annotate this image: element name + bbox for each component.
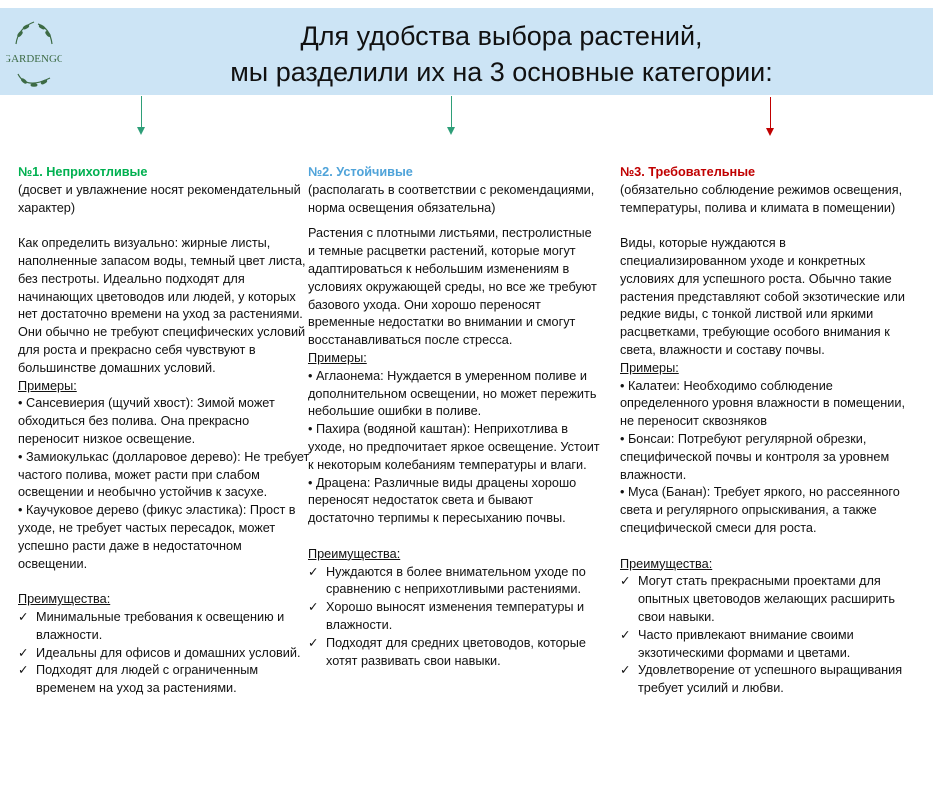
header-banner [0,8,933,95]
category-title: №3. Требовательные [620,165,756,179]
category-title: №2. Устойчивые [308,165,413,179]
arrow-down-icon [451,96,452,127]
category-subtitle: (досвет и увлажнение носят рекомендательный характер) [18,182,301,215]
advantage-item: ✓ Часто привлекают внимание своими экзотическими формами и цветами. [620,627,912,663]
category-title: №1. Неприхотливые [18,165,148,179]
category-subtitle: (обязательно соблюдение режимов освещения, температуры, полива и климата в помещении) [620,182,903,215]
advantage-item: ✓ Идеальны для офисов и домашних условий. [18,645,310,663]
advantage-item: ✓ Подходят для людей с ограниченным временем на уход за растениями. [18,662,310,698]
example-item: • Бонсаи: Потребуют регулярной обрезки, специфической почвы и контроля за уровнем влажности. [620,431,890,482]
logo-text: GARDENGO [6,53,62,65]
examples-label: Примеры: [620,360,679,375]
page-title [70,18,933,90]
advantage-item: ✓ Могут стать прекрасными проектами для опытных цветоводов желающих расширить свои навыки. [620,573,912,626]
advantage-item: ✓ Удовлетворение от успешного выращивания требует усилий и любви. [620,662,912,698]
category-description: Растения с плотными листьями, пестролистные и темные расцветки растений, которые могут адаптироваться к небольшим изменениям в условиях окружающей среды, но все же требуют базового ухода. Они хорошо переносят временные недостатки во внимании и смогут восстанавливаться после стресса. [308,226,597,348]
example-item: • Драцена: Различные виды драцены хорошо переносят недостаток света и бывают достаточно терпимы к пересыханию почвы. [308,475,577,526]
examples-label: Примеры: [18,378,77,393]
category-description: Виды, которые нуждаются в специализированном уходе и конкретных условиях для успешного роста. Обычно такие растения представляют собой экзотические или редкие виды, с тонкой листвой или яркими расцветками, требующие особого внимания к света, влажности и составу почвы. [620,236,905,357]
arrow-down-icon [141,96,142,127]
examples-label: Примеры: [308,350,367,365]
advantage-item: ✓ Хорошо выносят изменения температуры и влажности. [308,599,600,635]
category-column-1 [18,164,310,698]
example-item: • Замиокулькас (долларовое дерево): Не требует частого полива, может расти при слабом освещении и необычно устойчив к засухе. [18,449,310,500]
gardengo-logo [6,14,62,92]
advantage-item: ✓ Подходят для средних цветоводов, которые хотят развивать свои навыки. [308,635,600,671]
title-line-1: Для удобства выбора растений, [300,21,703,51]
advantage-item: ✓ Нуждаются в более внимательном уходе по сравнению с неприхотливыми растениями. [308,564,600,600]
arrow-down-icon [770,97,771,128]
category-subtitle: (располагать в соответствии с рекомендациями, норма освещения обязательна) [308,182,595,215]
example-item: • Каучуковое дерево (фикус эластика): Прост в уходе, не требует частых пересадок, может успешно расти даже в недостаточном освещении. [18,503,296,571]
example-item: • Муса (Банан): Требует яркого, но рассеянного света и регулярного опрыскивания, а также специфической смеси для роста. [620,485,900,535]
example-item: • Аглаонема: Нуждается в умеренном поливе и дополнительном освещении, но может пережить небольшие ошибки в поливе. [308,368,597,419]
example-item: • Калатеи: Необходимо соблюдение определенного уровня влажности в помещении, не переносит сквозняков [620,378,905,429]
title-line-2: мы разделили их на 3 основные категории: [230,57,773,87]
advantages-label: Преимущества: [18,592,111,607]
category-description: Как определить визуально: жирные листы, наполненные запасом воды, темный цвет листа, без пестроты. Идеально подходят для начинающих цветоводов или людей, у которых нет достаточно времени на уход за растениями. Они обычно не требуют специфических условий для роста и прекрасно себя чувствуют в большинстве домашних условий. [18,236,306,375]
category-column-3 [620,164,912,698]
category-column-2 [308,164,600,670]
advantage-item: ✓ Минимальные требования к освещению и влажности. [18,609,310,645]
advantages-label: Преимущества: [308,546,401,561]
example-item: • Пахира (водяной каштан): Неприхотлива в уходе, но предпочитает яркое освещение. Устоит к некоторым колебаниям температуры и влаги. [308,422,600,472]
advantages-label: Преимущества: [620,556,713,571]
example-item: • Сансевиерия (щучий хвост): Зимой может обходиться без полива. Она прекрасно переносит низкое освещение. [18,396,275,446]
